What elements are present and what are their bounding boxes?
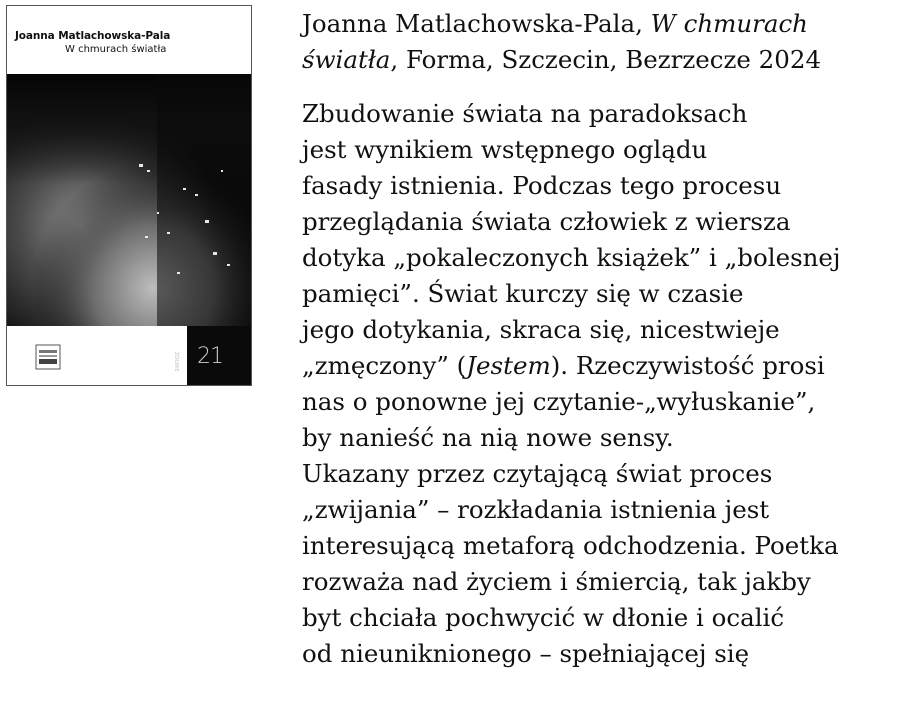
- body-line-7: jego dotykania, skraca się, nicestwieje: [302, 315, 780, 344]
- line8-before: „zmęczony” (: [302, 351, 467, 380]
- body-line-15: byt chciała pochwycić w dłonie i ocalić: [302, 603, 785, 632]
- body-line-2: jest wynikiem wstępnego oglądu: [302, 135, 708, 164]
- cover-header: [7, 6, 251, 74]
- body-line-5: dotyka „pokaleczonych książek” i „bolesnej: [302, 243, 841, 272]
- body-line-6: pamięci”. Świat kurczy się w czasie: [302, 279, 744, 308]
- cover-footer: [7, 326, 251, 386]
- cover-photo: [7, 74, 251, 326]
- cover-title: W chmurach światła: [65, 44, 167, 55]
- line8-after: ). Rzeczywistość prosi: [550, 351, 825, 380]
- series-number: 21: [197, 344, 223, 369]
- book-cover: [6, 5, 252, 386]
- body-line-10: by nanieść na nią nowe sensy.: [302, 423, 674, 452]
- line8-italic-title: Jestem: [466, 351, 551, 380]
- cover-author: Joanna Matlachowska-Pala: [15, 30, 171, 42]
- body-line-8: [302, 348, 892, 384]
- review-text: [302, 6, 892, 672]
- citation-title-part1: W chmurach: [650, 9, 808, 38]
- body-line-4: przeglądania świata człowiek z wiersza: [302, 207, 791, 236]
- body-line-11: Ukazany przez czytającą świat proces: [302, 459, 773, 488]
- body-line-3: fasady istnienia. Podczas tego procesu: [302, 171, 782, 200]
- citation-author: Joanna Matlachowska-Pala,: [302, 9, 651, 38]
- body-line-16: od nieuniknionego – spełniającej się: [302, 639, 750, 668]
- body-line-13: interesującą metaforą odchodzenia. Poetka: [302, 531, 839, 560]
- citation-title-part2: światła: [302, 45, 391, 74]
- series-name: ŻÓŁWIE: [173, 352, 179, 372]
- book-citation: [302, 6, 892, 78]
- body-line-1: Zbudowanie świata na paradoksach: [302, 99, 748, 128]
- body-line-9: nas o ponowne jej czytanie-„wyłuskanie”,: [302, 387, 816, 416]
- citation-rest: , Forma, Szczecin, Bezrzecze 2024: [390, 45, 822, 74]
- body-line-14: rozważa nad życiem i śmiercią, tak jakby: [302, 567, 811, 596]
- body-line-12: „zwijania” – rozkładania istnienia jest: [302, 495, 770, 524]
- publisher-logo-icon: [35, 344, 61, 370]
